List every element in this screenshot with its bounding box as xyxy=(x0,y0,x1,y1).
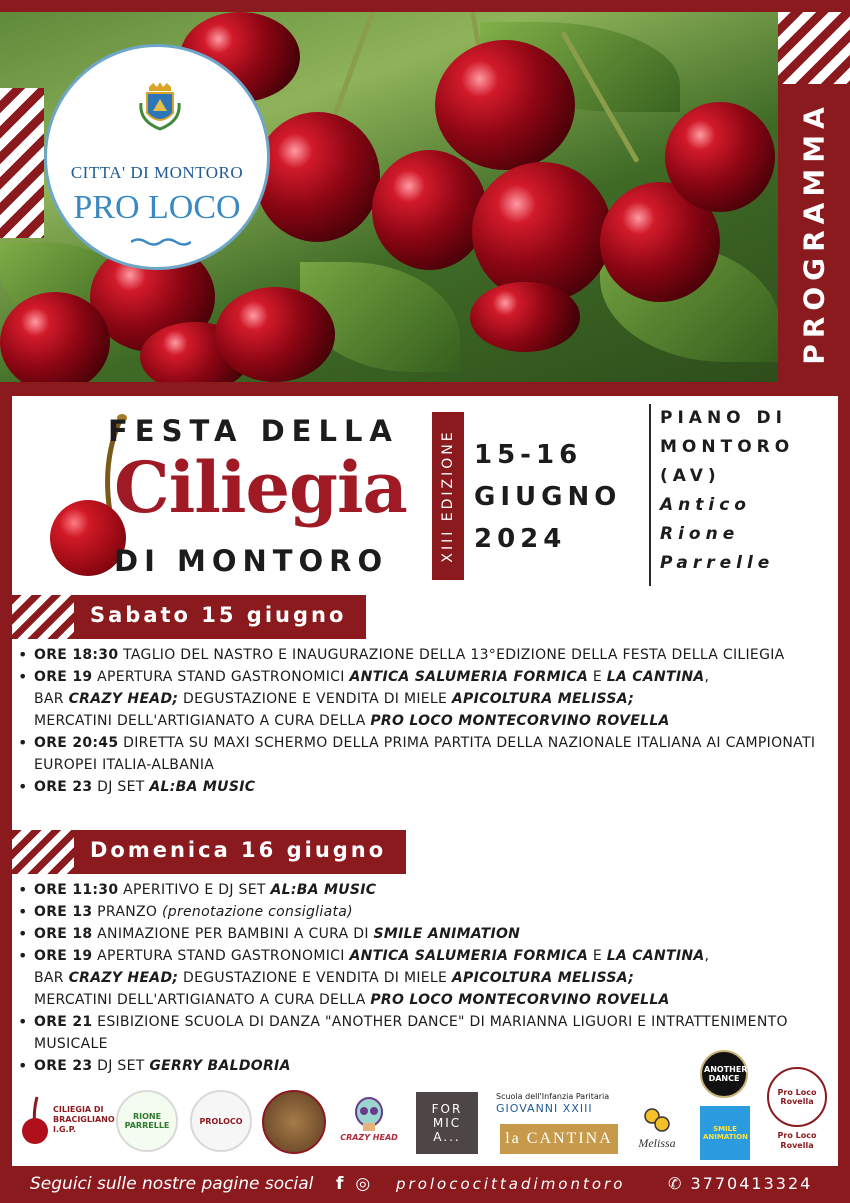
list-item: • ORE 11:30 APERITIVO E DJ SET AL:BA MUSIC xyxy=(18,879,828,901)
saturday-header xyxy=(12,595,366,639)
instagram-icon[interactable]: ◎ xyxy=(355,1174,371,1194)
sponsor-association xyxy=(262,1090,326,1154)
saturday-events xyxy=(18,644,828,798)
event-location: PIANO DI MONTORO (AV) Antico Rione Parrelle xyxy=(660,408,795,573)
decorative-stripes xyxy=(0,88,44,238)
sponsor-scuola: Scuola dell'Infanzia Paritaria GIOVANNI XXIII xyxy=(496,1091,610,1115)
list-item: • ORE 18:30 TAGLIO DEL NASTRO E INAUGURAZIONE DELLA 13°EDIZIONE DELLA FESTA DELLA CILIEGIA xyxy=(18,644,828,666)
social-handle[interactable]: prolococittadimontoro xyxy=(396,1175,626,1193)
saturday-label: Sabato 15 giugno xyxy=(74,595,366,639)
list-item: • ORE 13 PRANZO (prenotazione consigliata) xyxy=(18,901,828,923)
sunday-events xyxy=(18,879,828,1077)
sunday-header xyxy=(12,830,406,874)
pro-loco-logo xyxy=(44,44,270,270)
festival-title xyxy=(32,404,462,586)
programma-banner: PROGRAMMA xyxy=(797,101,831,365)
footer xyxy=(0,1170,850,1203)
sponsor-crazy-head: CRAZY HEAD xyxy=(334,1090,404,1150)
facebook-icon[interactable]: f xyxy=(336,1174,344,1194)
list-item: • ORE 23 DJ SET AL:BA MUSIC xyxy=(18,776,828,798)
list-item: • ORE 20:45 DIRETTA SU MAXI SCHERMO DELLA PRIMA PARTITA DELLA NAZIONALE ITALIANA AI CAMPIONATI EUROPEI ITALIA-ALBANIA xyxy=(18,732,828,776)
decorative-stripes xyxy=(778,12,850,84)
divider xyxy=(649,404,651,586)
cherry-icon xyxy=(19,1095,53,1145)
list-item: • ORE 21 ESIBIZIONE SCUOLA DI DANZA "ANOTHER DANCE" DI MARIANNA LIGUORI E INTRATTENIMENTO MUSICALE xyxy=(18,1011,828,1055)
phone-number[interactable]: ✆ 3770413324 xyxy=(668,1174,813,1193)
sponsor-pro-loco-rovella: Pro Loco Rovella Pro Loco Rovella xyxy=(760,1054,834,1164)
sponsor-ciliegia-igp: CILIEGIA DI BRACIGLIANO I.G.P. xyxy=(16,1090,108,1150)
sponsor-proloco: PROLOCO xyxy=(190,1090,252,1152)
list-item: • ORE 19 APERTURA STAND GASTRONOMICI ANTICA SALUMERIA FORMICA E LA CANTINA, BAR CRAZY HEAD; DEGUSTAZIONE E VENDITA DI MIELE APICOLTURA MELISSA; MERCATINI DELL'ARTIGIANATO A CURA DELLA PRO LOCO MONTECORVINO ROVELLA xyxy=(18,945,828,1011)
title-festa: FESTA DELLA xyxy=(108,414,399,448)
social-icons[interactable] xyxy=(336,1174,370,1194)
sponsor-smile-animation: SMILE ANIMATION xyxy=(700,1106,750,1160)
list-item: • ORE 19 APERTURA STAND GASTRONOMICI ANTICA SALUMERIA FORMICA E LA CANTINA, BAR CRAZY HEAD; DEGUSTAZIONE E VENDITA DI MIELE APICOLTURA MELISSA; MERCATINI DELL'ARTIGIANATO A CURA DELLA PRO LOCO MONTECORVINO ROVELLA xyxy=(18,666,828,732)
bee-icon xyxy=(642,1106,672,1136)
wave-icon xyxy=(131,237,191,247)
crest-icon xyxy=(139,81,181,131)
sunday-label: Domenica 16 giugno xyxy=(74,830,406,874)
logo-city: CITTA' DI MONTORO xyxy=(70,163,244,182)
sponsor-la-cantina: la CANTINA xyxy=(500,1124,618,1154)
list-item: • ORE 23 DJ SET GERRY BALDORIA xyxy=(18,1055,828,1077)
phone-icon: ✆ xyxy=(668,1174,684,1193)
event-dates: 15-16 GIUGNO 2024 xyxy=(474,440,622,554)
skull-icon xyxy=(354,1097,384,1133)
sponsor-melissa: Melissa xyxy=(624,1098,690,1158)
logo-pro-loco: PRO LOCO xyxy=(73,189,241,226)
title-di-montoro: DI MONTORO xyxy=(114,544,389,578)
edition-badge: XIII EDIZIONE xyxy=(432,412,464,580)
sponsor-rione-parrelle: RIONE PARRELLE xyxy=(116,1090,178,1152)
sponsor-another-dance: ANOTHER DANCE xyxy=(700,1050,748,1098)
follow-text: Seguici sulle nostre pagine social xyxy=(30,1174,314,1194)
list-item: • ORE 18 ANIMAZIONE PER BAMBINI A CURA DI SMILE ANIMATION xyxy=(18,923,828,945)
title-ciliegia: Ciliegia xyxy=(114,446,407,529)
sponsor-formica: FOR MIC A... xyxy=(416,1092,478,1154)
program-panel xyxy=(12,396,838,1166)
sponsor-logos xyxy=(12,1050,838,1166)
